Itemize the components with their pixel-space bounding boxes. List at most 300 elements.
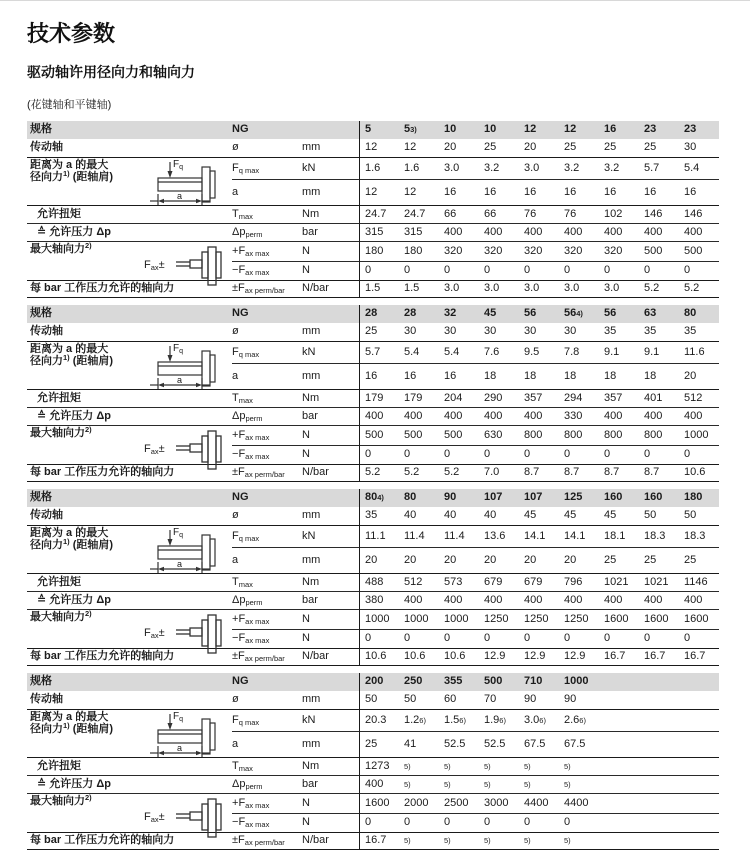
value-diameter-col9: 35 <box>679 323 719 342</box>
value-diameter-col8: 50 <box>639 507 679 526</box>
value-fax_minus-col1: 0 <box>359 261 399 280</box>
value-diameter-col1: 12 <box>359 139 399 158</box>
value-tmax-col8: 401 <box>639 389 679 407</box>
value-diameter-col8: 35 <box>639 323 679 342</box>
value-a-col3: 52.5 <box>439 731 479 757</box>
value-tmax-col9 <box>679 757 719 775</box>
value-fax_plus-col4: 1250 <box>479 609 519 629</box>
value-ng-col6: 56 4) <box>559 305 599 323</box>
value-a-col9 <box>679 731 719 757</box>
value-fax_minus-col2: 0 <box>399 813 439 832</box>
value-dp-col8: 400 <box>639 407 679 425</box>
value-ng-col9: 180 <box>679 489 719 507</box>
row-unit-dp: bar <box>302 591 359 609</box>
value-fax_plus-col2: 1000 <box>399 609 439 629</box>
radial-force-label: $F_q$ <box>173 159 184 171</box>
row-symbol-ng: NG <box>232 673 359 691</box>
value-tmax-col5: 5) <box>519 757 559 775</box>
value-ng-col5: 12 <box>519 121 559 139</box>
value-ng-col7: 16 <box>599 121 639 139</box>
value-dp-col3: 400 <box>439 223 479 241</box>
value-ng-col4: 10 <box>479 121 519 139</box>
row-symbol-fq: $F_{q max}$ <box>232 345 260 359</box>
value-ng-col6: 12 <box>559 121 599 139</box>
value-fq-col8 <box>639 710 679 731</box>
value-per_bar-col1: 1.5 <box>359 280 399 298</box>
value-fq-col7: 18.1 <box>604 529 626 542</box>
row-unit-dp: bar <box>302 775 359 793</box>
value-a-col1: 12 <box>359 179 399 205</box>
value-a-col8: 18 <box>639 363 679 389</box>
value-fax_plus-col7: 320 <box>599 241 639 261</box>
value-fax_minus-col6: 0 <box>559 629 599 648</box>
value-per_bar-col9 <box>679 832 719 850</box>
value-per_bar-col1: 16.7 <box>359 832 399 850</box>
value-diameter-col5: 45 <box>519 507 559 526</box>
row-symbol-per_bar: $\pm F_{ax perm/bar}$ <box>232 832 302 850</box>
radial-dim-label: a <box>177 743 183 753</box>
value-fax_plus-col8: 1600 <box>639 609 679 629</box>
value-a-col4: 52.5 <box>479 731 519 757</box>
value-diameter-col1: 50 <box>359 691 399 710</box>
value-fq-col7: 9.1 <box>604 345 620 358</box>
row-unit-diameter: mm <box>302 691 359 710</box>
value-dp-col3: 400 <box>439 591 479 609</box>
row-symbol-ng: NG <box>232 121 359 139</box>
value-diameter-col7: 25 <box>599 139 639 158</box>
row-symbol-fq: $F_{q max}$ <box>232 529 260 543</box>
row-unit-per_bar: N/bar <box>302 280 359 298</box>
value-fq-col2: 1.6 <box>404 161 420 174</box>
row-symbol-diameter: ø <box>232 507 302 526</box>
value-a-col9: 20 <box>679 363 719 389</box>
row-unit-fq: kN <box>302 713 316 726</box>
row-label-fax_plus: 最大轴向力$^{2)}$ Fax± <box>27 241 232 280</box>
value-per_bar-col7: 3.0 <box>599 280 639 298</box>
row-label-diameter: 传动轴 <box>27 139 232 158</box>
row-symbol-dp: $\Delta p_{perm}$ <box>232 223 302 241</box>
value-dp-col9: 400 <box>679 407 719 425</box>
document-page <box>0 1 750 850</box>
value-fq-col1: 1.6 <box>359 158 399 179</box>
value-tmax-col3: 5) <box>439 757 479 775</box>
value-a-col7: 18 <box>599 363 639 389</box>
value-diameter-col9 <box>679 691 719 710</box>
value-tmax-col4: 290 <box>479 389 519 407</box>
row-symbol-tmax: $T_{max}$ <box>232 757 302 775</box>
value-fq-col4: 1.9 6) <box>484 713 506 726</box>
row-symbol-a: a <box>232 731 302 757</box>
value-fq-col2: 11.4 <box>404 529 425 542</box>
value-ng-col9: 80 <box>679 305 719 323</box>
row-label-dp: ≙ 允许压力 Δp <box>27 223 232 241</box>
value-ng-col5: 107 <box>519 489 559 507</box>
value-fax_minus-col9: 0 <box>679 629 719 648</box>
spec-table-block-1 <box>27 121 730 298</box>
radial-force-diagram <box>146 526 230 576</box>
row-symbol-fax_minus: $-F_{ax max}$ <box>232 445 302 464</box>
value-tmax-col6: 76 <box>559 205 599 223</box>
value-a-col6: 67.5 <box>559 731 599 757</box>
value-tmax-col2: 179 <box>399 389 439 407</box>
value-tmax-col6: 294 <box>559 389 599 407</box>
row-symbol-a: a <box>232 547 302 573</box>
value-a-col2: 16 <box>399 363 439 389</box>
row-label-fq: 距离为 a 的最大 径向力$^{1)}$ (距轴肩) $F_q$ a <box>27 158 232 205</box>
axial-force-label: Fax± <box>144 443 165 456</box>
value-fq-col6: 7.8 <box>564 345 580 358</box>
value-fax_minus-col1: 0 <box>359 445 399 464</box>
value-ng-col6: 125 <box>559 489 599 507</box>
value-a-col6: 16 <box>559 179 599 205</box>
value-tmax-col8: 146 <box>639 205 679 223</box>
value-fax_plus-col9 <box>679 793 719 813</box>
value-dp-col2: 5) <box>399 775 439 793</box>
value-fax_plus-col5: 1250 <box>519 609 559 629</box>
value-dp-col9: 400 <box>679 223 719 241</box>
radial-dim-label: a <box>177 191 183 201</box>
value-fq-col5: 3.0 <box>524 161 540 174</box>
row-symbol-per_bar: $\pm F_{ax perm/bar}$ <box>232 464 302 482</box>
value-fax_plus-col1: 180 <box>359 241 399 261</box>
row-label-tmax: 允许扭矩 <box>27 205 232 223</box>
row-label-diameter: 传动轴 <box>27 323 232 342</box>
value-fax_plus-col6: 320 <box>559 241 599 261</box>
value-a-col6: 20 <box>559 547 599 573</box>
value-dp-col1: 400 <box>359 407 399 425</box>
row-unit-fax_minus: N <box>302 813 359 832</box>
value-fq-col1: 20.3 <box>359 710 399 731</box>
value-ng-col8: 23 <box>639 121 679 139</box>
value-a-col4: 18 <box>479 363 519 389</box>
row-symbol-dp: $\Delta p_{perm}$ <box>232 407 302 425</box>
row-unit-fax_minus: N <box>302 445 359 464</box>
row-label-ng: 规格 <box>27 305 232 323</box>
value-per_bar-col4: 7.0 <box>479 464 519 482</box>
value-per_bar-col2: 1.5 <box>399 280 439 298</box>
row-symbol-tmax: $T_{max}$ <box>232 389 302 407</box>
value-fax_plus-col3: 1000 <box>439 609 479 629</box>
value-per_bar-col5: 12.9 <box>519 648 559 666</box>
value-dp-col1: 380 <box>359 591 399 609</box>
value-tmax-col1: 1273 <box>359 757 399 775</box>
value-per_bar-col2: 10.6 <box>399 648 439 666</box>
row-unit-fq: kN <box>302 161 316 174</box>
value-ng-col5: 710 <box>519 673 559 691</box>
row-label-ng: 规格 <box>27 489 232 507</box>
value-fax_minus-col4: 0 <box>479 261 519 280</box>
value-fax_plus-col8 <box>639 793 679 813</box>
value-per_bar-col6: 5) <box>559 832 599 850</box>
axial-force-diagram <box>142 246 230 288</box>
value-fax_plus-col7: 800 <box>599 425 639 445</box>
value-ng-col8: 160 <box>639 489 679 507</box>
value-a-col9: 25 <box>679 547 719 573</box>
row-symbol-fax_plus: $+F_{ax max}$ <box>232 609 302 629</box>
value-fax_minus-col6: 0 <box>559 445 599 464</box>
value-ng-col7: 56 <box>599 305 639 323</box>
row-unit-fax_plus: N <box>302 609 359 629</box>
row-label-tmax: 允许扭矩 <box>27 389 232 407</box>
row-unit-diameter: mm <box>302 323 359 342</box>
value-fax_plus-col4: 630 <box>479 425 519 445</box>
spec-table-block-3 <box>27 489 730 666</box>
value-ng-col6: 1000 <box>559 673 599 691</box>
value-tmax-col6: 796 <box>559 573 599 591</box>
value-ng-col2: 5 3) <box>399 121 439 139</box>
row-label-fax_plus: 最大轴向力$^{2)}$ Fax± <box>27 609 232 648</box>
value-fax_minus-col4: 0 <box>479 445 519 464</box>
value-a-col3: 20 <box>439 547 479 573</box>
value-ng-col3: 90 <box>439 489 479 507</box>
value-dp-col5: 400 <box>519 223 559 241</box>
value-ng-col8 <box>639 673 679 691</box>
value-fax_minus-col3: 0 <box>439 629 479 648</box>
value-ng-col2: 28 <box>399 305 439 323</box>
row-symbol-fax_minus: $-F_{ax max}$ <box>232 813 302 832</box>
value-per_bar-col4: 5) <box>479 832 519 850</box>
value-tmax-col9: 1146 <box>679 573 719 591</box>
value-a-col8: 25 <box>639 547 679 573</box>
value-fax_plus-col8: 800 <box>639 425 679 445</box>
value-dp-col3: 400 <box>439 407 479 425</box>
value-per_bar-col3: 10.6 <box>439 648 479 666</box>
value-a-col5: 20 <box>519 547 559 573</box>
row-symbol-diameter: ø <box>232 691 302 710</box>
value-fax_minus-col7: 0 <box>599 629 639 648</box>
row-unit-tmax: Nm <box>302 389 359 407</box>
value-dp-col5: 5) <box>519 775 559 793</box>
row-label-dp: ≙ 允许压力 Δp <box>27 591 232 609</box>
value-ng-col8: 63 <box>639 305 679 323</box>
value-tmax-col3: 66 <box>439 205 479 223</box>
value-a-col1: 16 <box>359 363 399 389</box>
value-diameter-col4: 40 <box>479 507 519 526</box>
value-diameter-col1: 25 <box>359 323 399 342</box>
value-diameter-col2: 50 <box>399 691 439 710</box>
value-diameter-col5: 30 <box>519 323 559 342</box>
value-dp-col6: 330 <box>559 407 599 425</box>
row-symbol-dp: $\Delta p_{perm}$ <box>232 775 302 793</box>
row-symbol-fax_plus: $+F_{ax max}$ <box>232 793 302 813</box>
value-tmax-col9: 512 <box>679 389 719 407</box>
value-fax_minus-col7 <box>599 813 639 832</box>
value-diameter-col4: 30 <box>479 323 519 342</box>
value-tmax-col1: 24.7 <box>359 205 399 223</box>
radial-force-label: $F_q$ <box>173 343 184 355</box>
radial-dim-label: a <box>177 559 183 569</box>
value-tmax-col7: 1021 <box>599 573 639 591</box>
spec-tables <box>27 121 730 850</box>
value-fax_minus-col9 <box>679 813 719 832</box>
value-per_bar-col5: 3.0 <box>519 280 559 298</box>
row-unit-per_bar: N/bar <box>302 464 359 482</box>
row-unit-a: mm <box>302 179 359 205</box>
value-a-col4: 16 <box>479 179 519 205</box>
value-per_bar-col3: 3.0 <box>439 280 479 298</box>
value-per_bar-col9: 16.7 <box>679 648 719 666</box>
row-symbol-fax_plus: $+F_{ax max}$ <box>232 425 302 445</box>
value-fax_minus-col5: 0 <box>519 813 559 832</box>
row-unit-per_bar: N/bar <box>302 832 359 850</box>
value-fq-col9 <box>679 710 719 731</box>
value-fq-col6: 14.1 <box>564 529 586 542</box>
value-fax_minus-col4: 0 <box>479 629 519 648</box>
value-per_bar-col6: 8.7 <box>559 464 599 482</box>
row-unit-dp: bar <box>302 223 359 241</box>
value-tmax-col1: 488 <box>359 573 399 591</box>
value-per_bar-col5: 8.7 <box>519 464 559 482</box>
spec-table-block-2 <box>27 305 730 482</box>
value-dp-col7 <box>599 775 639 793</box>
value-diameter-col1: 35 <box>359 507 399 526</box>
row-unit-diameter: mm <box>302 139 359 158</box>
value-fax_plus-col9: 1000 <box>679 425 719 445</box>
shaft-type-note: (花键轴和平键轴) <box>27 99 112 111</box>
row-unit-a: mm <box>302 363 359 389</box>
value-diameter-col5: 20 <box>519 139 559 158</box>
value-fax_plus-col2: 180 <box>399 241 439 261</box>
value-per_bar-col3: 5.2 <box>439 464 479 482</box>
value-tmax-col8: 1021 <box>639 573 679 591</box>
value-a-col7 <box>599 731 639 757</box>
value-fq-col4: 7.6 <box>484 345 500 358</box>
value-per_bar-col1: 5.2 <box>359 464 399 482</box>
value-fax_plus-col3: 320 <box>439 241 479 261</box>
value-per_bar-col7: 8.7 <box>599 464 639 482</box>
value-diameter-col5: 90 <box>519 691 559 710</box>
value-a-col1: 20 <box>359 547 399 573</box>
value-ng-col1: 80 4) <box>359 489 399 507</box>
value-fq-col3: 5.4 <box>444 345 460 358</box>
value-diameter-col6: 30 <box>559 323 599 342</box>
row-label-fq: 距离为 a 的最大 径向力$^{1)}$ (距轴肩) $F_q$ a <box>27 710 232 757</box>
value-dp-col8: 400 <box>639 591 679 609</box>
value-fax_minus-col5: 0 <box>519 629 559 648</box>
value-tmax-col3: 573 <box>439 573 479 591</box>
value-fax_minus-col7: 0 <box>599 261 639 280</box>
radial-force-diagram <box>146 710 230 760</box>
value-fq-col1: 11.1 <box>359 526 399 547</box>
value-fax_plus-col2: 500 <box>399 425 439 445</box>
value-diameter-col2: 30 <box>399 323 439 342</box>
row-unit-per_bar: N/bar <box>302 648 359 666</box>
axial-force-diagram <box>142 798 230 840</box>
value-fax_plus-col7: 1600 <box>599 609 639 629</box>
row-unit-fax_minus: N <box>302 629 359 648</box>
row-unit-fax_minus: N <box>302 261 359 280</box>
value-fax_minus-col9: 0 <box>679 445 719 464</box>
row-symbol-fax_minus: $-F_{ax max}$ <box>232 261 302 280</box>
row-unit-tmax: Nm <box>302 757 359 775</box>
value-fax_plus-col5: 4400 <box>519 793 559 813</box>
value-fax_plus-col6: 800 <box>559 425 599 445</box>
value-diameter-col6: 90 <box>559 691 599 710</box>
value-dp-col1: 315 <box>359 223 399 241</box>
row-label-per_bar: 每 bar 工作压力允许的轴向力 <box>27 464 232 482</box>
value-per_bar-col2: 5.2 <box>399 464 439 482</box>
value-per_bar-col1: 10.6 <box>359 648 399 666</box>
value-tmax-col2: 5) <box>399 757 439 775</box>
row-unit-fax_plus: N <box>302 793 359 813</box>
value-fax_minus-col6: 0 <box>559 813 599 832</box>
value-per_bar-col8: 5.2 <box>639 280 679 298</box>
value-dp-col2: 400 <box>399 591 439 609</box>
value-ng-col1: 28 <box>359 305 399 323</box>
row-unit-a: mm <box>302 731 359 757</box>
value-fax_plus-col1: 1000 <box>359 609 399 629</box>
value-dp-col3: 5) <box>439 775 479 793</box>
row-label-diameter: 传动轴 <box>27 691 232 710</box>
value-per_bar-col3: 5) <box>439 832 479 850</box>
value-fax_plus-col5: 320 <box>519 241 559 261</box>
value-dp-col6: 400 <box>559 223 599 241</box>
value-fq-col7 <box>599 710 639 731</box>
row-symbol-a: a <box>232 363 302 389</box>
row-symbol-fax_minus: $-F_{ax max}$ <box>232 629 302 648</box>
value-diameter-col3: 20 <box>439 139 479 158</box>
row-label-fax_plus: 最大轴向力$^{2)}$ Fax± <box>27 793 232 832</box>
value-fq-col5: 9.5 <box>524 345 540 358</box>
page-subtitle: 驱动轴许用径向力和轴向力 <box>27 64 195 80</box>
radial-force-label: $F_q$ <box>173 527 184 539</box>
value-a-col2: 41 <box>399 731 439 757</box>
value-per_bar-col4: 3.0 <box>479 280 519 298</box>
value-fax_plus-col3: 500 <box>439 425 479 445</box>
value-diameter-col7: 35 <box>599 323 639 342</box>
value-fax_plus-col6: 4400 <box>559 793 599 813</box>
value-dp-col4: 5) <box>479 775 519 793</box>
value-diameter-col3: 40 <box>439 507 479 526</box>
row-label-tmax: 允许扭矩 <box>27 757 232 775</box>
value-a-col5: 67.5 <box>519 731 559 757</box>
value-a-col8: 16 <box>639 179 679 205</box>
row-symbol-ng: NG <box>232 489 359 507</box>
value-dp-col2: 315 <box>399 223 439 241</box>
row-label-fax_plus: 最大轴向力$^{2)}$ Fax± <box>27 425 232 464</box>
value-dp-col1: 400 <box>359 775 399 793</box>
value-per_bar-col9: 5.2 <box>679 280 719 298</box>
value-dp-col7: 400 <box>599 407 639 425</box>
value-per_bar-col7 <box>599 832 639 850</box>
value-tmax-col5: 357 <box>519 389 559 407</box>
value-a-col1: 25 <box>359 731 399 757</box>
value-diameter-col7: 45 <box>599 507 639 526</box>
value-ng-col7 <box>599 673 639 691</box>
value-fax_minus-col2: 0 <box>399 261 439 280</box>
radial-force-diagram <box>146 158 230 208</box>
value-fax_minus-col8: 0 <box>639 445 679 464</box>
value-tmax-col7: 102 <box>599 205 639 223</box>
value-diameter-col2: 40 <box>399 507 439 526</box>
value-fq-col7: 3.2 <box>604 161 620 174</box>
value-fq-col4: 3.2 <box>484 161 500 174</box>
value-ng-col4: 107 <box>479 489 519 507</box>
value-ng-col4: 500 <box>479 673 519 691</box>
row-label-fq: 距离为 a 的最大 径向力$^{1)}$ (距轴肩) $F_q$ a <box>27 526 232 573</box>
row-label-ng: 规格 <box>27 121 232 139</box>
value-fax_plus-col1: 500 <box>359 425 399 445</box>
page-title: 技术参数 <box>27 21 116 46</box>
row-symbol-fax_plus: $+F_{ax max}$ <box>232 241 302 261</box>
value-tmax-col7: 357 <box>599 389 639 407</box>
value-fax_minus-col3: 0 <box>439 445 479 464</box>
value-dp-col7: 400 <box>599 591 639 609</box>
value-a-col2: 12 <box>399 179 439 205</box>
value-tmax-col7 <box>599 757 639 775</box>
value-fax_plus-col7 <box>599 793 639 813</box>
value-fax_minus-col2: 0 <box>399 445 439 464</box>
